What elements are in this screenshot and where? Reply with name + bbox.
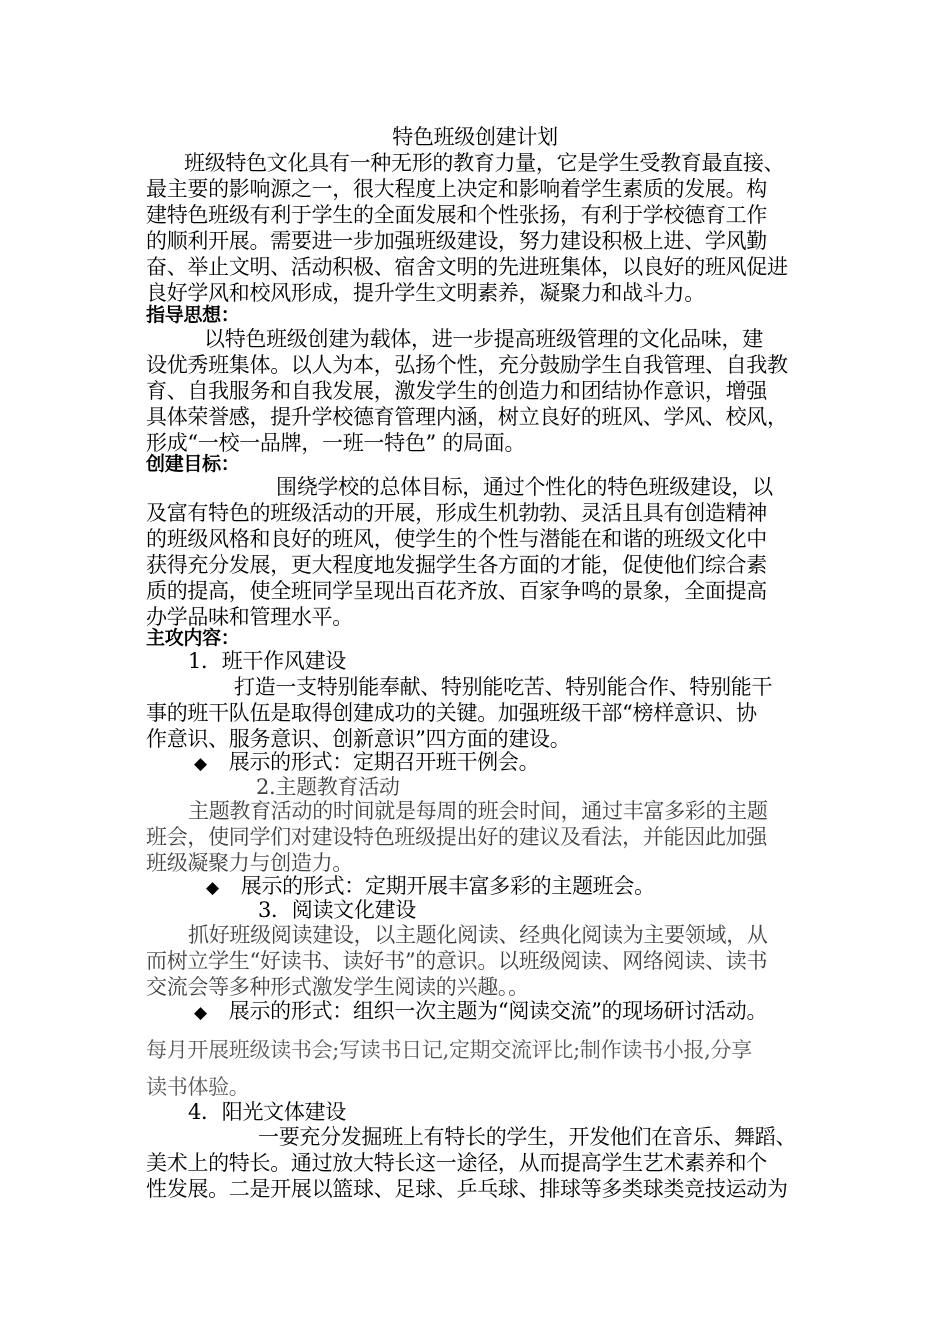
section-3-title: 3．阅读文化建设 (258, 898, 416, 922)
section-3-show-text: 展示的形式：组织一次主题为“阅读交流”的现场研讨活动。 (228, 999, 768, 1023)
goals-line: 及富有特色的班级活动的开展，形成生机勃勃、灵活且具有创造精神 (146, 501, 767, 525)
section-1-line: 作意识、服务意识、创新意识”四方面的建设。 (146, 727, 571, 751)
section-3-line: 而树立学生“好读书、读好书”的意识。以班级阅读、网络阅读、读书 (146, 949, 768, 973)
section-1-line: 打造一支特别能奉献、特别能吃苦、特别能合作、特别能干 (234, 675, 773, 699)
black-diamond-icon: ◆ (194, 754, 207, 774)
intro-line: 奋、举止文明、活动积极、宿舍文明的先进班集体，以良好的班风促进 (146, 255, 788, 279)
section-3-show (146, 998, 826, 1026)
section-4-line: 性发展。二是开展以篮球、足球、乒乓球、排球等多类球类竞技运动为 (146, 1177, 788, 1201)
guiding-line: 以特色班级创建为载体，进一步提高班级管理的文化品味，建 (204, 327, 763, 351)
goals-line: 办学品味和管理水平。 (146, 605, 353, 629)
section-2-title: 2.主题教育活动 (256, 775, 400, 799)
guiding-heading: 指导思想： (146, 304, 240, 326)
section-2-show-text: 展示的形式：定期开展丰富多彩的主题班会。 (240, 874, 655, 898)
section-4-title: 4．阳光文体建设 (188, 1100, 346, 1124)
intro-line: 的顺利开展。需要进一步加强班级建设，努力建设积极上进、学风勤 (146, 229, 767, 253)
intro-line: 良好学风和校风形成，提升学生文明素养，凝聚力和战斗力。 (146, 281, 705, 305)
guiding-line: 具体荣誉感，提升学校德育管理内涵，树立良好的班风、学风、校风， (146, 405, 788, 429)
section-1-show-text: 展示的形式：定期召开班干例会。 (228, 750, 540, 774)
guiding-line: 形成“一校一品牌，一班一特色” 的局面。 (146, 431, 526, 455)
intro-line: 建特色班级有利于学生的全面发展和个性张扬，有利于学校德育工作 (146, 203, 767, 227)
section-3-extra-line: 读书体验。 (146, 1075, 250, 1099)
goals-heading: 创建目标： (146, 453, 240, 475)
section-2-line: 班会，使同学们对建设特色班级提出好的建议及看法，并能因此加强 (146, 825, 767, 849)
goals-line: 围绕学校的总体目标，通过个性化的特色班级建设，以 (276, 475, 773, 499)
section-3-extra-line: 每月开展班级读书会;写读书日记,定期交流评比;制作读书小报,分享 (146, 1038, 752, 1062)
section-3-line: 抓好班级阅读建设，以主题化阅读、经典化阅读为主要领域，从 (188, 923, 768, 947)
section-4-line: 美术上的特长。通过放大特长这一途径，从而提高学生艺术素养和个 (146, 1151, 767, 1175)
section-1-title: 1．班干作风建设 (188, 649, 346, 673)
guiding-line: 育、自我服务和自我发展，激发学生的创造力和团结协作意识，增强 (146, 379, 767, 403)
goals-line: 的班级风格和良好的班风，使学生的个性与潜能在和谐的班级文化中 (146, 527, 767, 551)
black-diamond-icon: ◆ (194, 1003, 207, 1023)
intro-line: 最主要的影响源之一，很大程度上决定和影响着学生素质的发展。构 (146, 177, 767, 201)
goals-line: 获得充分发展，更大程度地发掘学生各方面的才能，促使他们综合素 (146, 553, 767, 577)
guiding-line: 设优秀班集体。以人为本，弘扬个性，充分鼓励学生自我管理、自我教 (146, 353, 788, 377)
section-3-line: 交流会等多种形式激发学生阅读的兴趣。。 (146, 975, 529, 999)
section-1-line: 事的班干队伍是取得创建成功的关键。加强班级干部“榜样意识、协 (146, 701, 757, 725)
intro-line: 班级特色文化具有一种无形的教育力量，它是学生受教育最直接、 (184, 151, 785, 175)
section-2-line: 主题教育活动的时间就是每周的班会时间，通过丰富多彩的主题 (188, 799, 768, 823)
document-title: 特色班级创建计划 (392, 125, 558, 149)
black-diamond-icon: ◆ (206, 878, 219, 898)
section-1-show (146, 749, 826, 777)
section-2-line: 班级凝聚力与创造力。 (146, 851, 353, 875)
content-heading: 主攻内容： (146, 627, 240, 649)
section-4-line: 一要充分发掘班上有特长的学生，开发他们在音乐、舞蹈、 (258, 1125, 797, 1149)
goals-line: 质的提高，使全班同学呈现出百花齐放、百家争鸣的景象，全面提高 (146, 579, 767, 603)
